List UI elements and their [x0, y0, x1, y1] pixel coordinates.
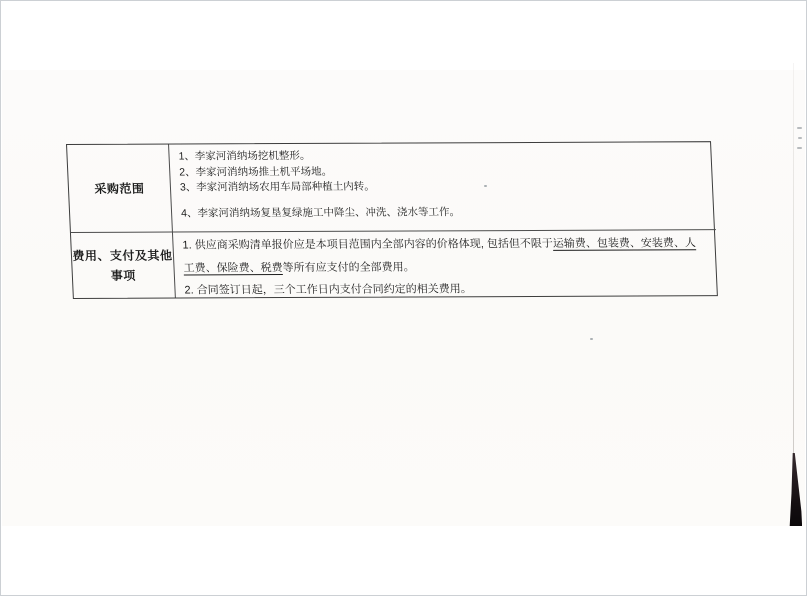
- header-line: 采购范围: [94, 181, 145, 196]
- paper-right-edge: [793, 63, 794, 456]
- procurement-table: [66, 141, 718, 299]
- table-item-line: 1、李家河消纳场挖机整形。: [178, 149, 311, 163]
- underlined-fee-terms: 运输费、包装费、安装费、人工费、保险费、税费: [183, 237, 697, 274]
- fees-payment-cell: [173, 230, 719, 297]
- header-line: 事项: [110, 268, 137, 283]
- table-item-line: 1. 供应商采购清单报价应是本项目范围内全部内容的价格体现, 包括但不限于运输费、包装费、安装费、人工费、保险费、税费等所有应支付的全部费用。: [182, 237, 697, 274]
- table-header-fees-payment: [71, 233, 176, 298]
- table-item-line: 2、李家河消纳场推土机平场地。: [179, 165, 333, 179]
- procurement-scope-cell: [169, 142, 716, 232]
- scan-artifact-dash: [798, 137, 802, 139]
- table-header-procurement-scope: [67, 145, 173, 233]
- scan-artifact-dash: [797, 147, 802, 149]
- table-item-line: 4、李家河消纳场复垦复绿施工中降尘、冲洗、浇水等工作。: [180, 205, 461, 219]
- scan-speck: [590, 338, 593, 340]
- table-item-line: 3、李家河消纳场农用车局部种植土内转。: [179, 180, 376, 194]
- table-item-line: 2. 合同签订日起，三个工作日内支付合同约定的相关费用。: [184, 283, 473, 297]
- scan-artifact-dash: [797, 127, 802, 129]
- header-line: 费用、支付及其他: [72, 248, 173, 263]
